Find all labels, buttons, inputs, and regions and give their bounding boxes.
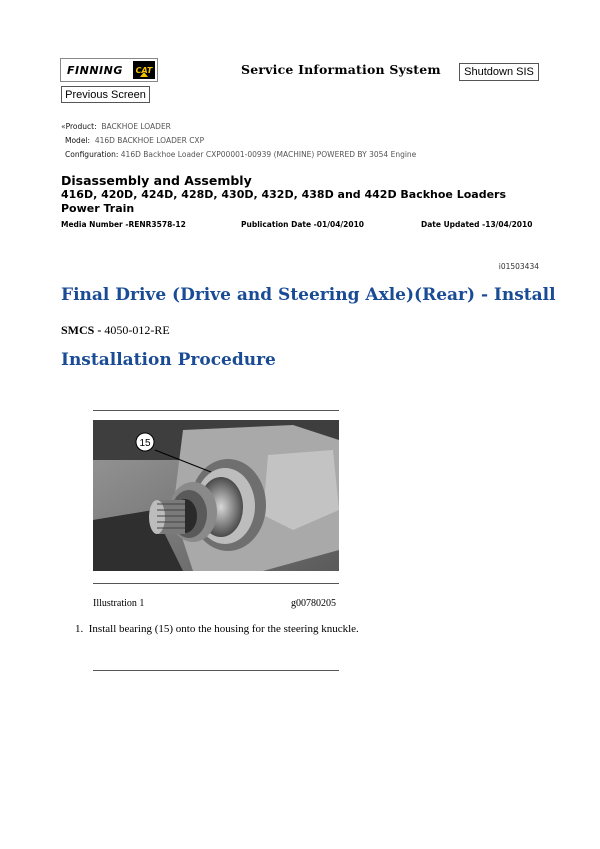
section-title: Installation Procedure [61,350,276,370]
model-value: 416D BACKHOE LOADER CXP [94,136,205,145]
step-bottom-rule [93,670,339,671]
cat-logo-triangle-icon [140,72,148,77]
smcs-code [61,323,170,338]
callout-number: 15 [139,438,151,449]
illustration-photo [93,420,339,571]
document-id: i01503434 [498,262,539,271]
graphic-id: g00780205 [291,598,336,609]
product-value: BACKHOE LOADER [101,122,171,131]
illustration-top-rule [93,410,339,411]
illustration-bottom-rule [93,583,339,584]
date-updated: Date Updated -13/04/2010 [421,220,533,229]
bearing-install-photo [93,420,339,571]
previous-screen-button[interactable]: Previous Screen [61,86,150,103]
configuration-value: 416D Backhoe Loader CXP00001-00939 (MACHINE) POWERED BY 3054 Engine [120,150,417,159]
document-models: 416D, 420D, 424D, 428D, 430D, 432D, 438D and 442D Backhoe Loaders Power Train [61,188,507,215]
finning-cat-logo [60,58,158,82]
model-label: Model: [65,136,91,145]
cat-logo-text: CAT [135,65,153,75]
product-label: Product: [65,122,97,131]
step-number: 1. [75,623,84,635]
configuration-label: Configuration: [65,150,119,159]
shutdown-sis-button[interactable]: Shutdown SIS [459,63,539,81]
step-text: Install bearing (15) onto the housing for the steering knuckle. [88,623,359,635]
product-row [61,122,171,131]
smcs-value: 4050-012-RE [104,323,170,337]
page-title: Final Drive (Drive and Steering Axle)(Rear) - Install [61,285,556,305]
publication-date: Publication Date -01/04/2010 [241,220,365,229]
list-item [75,623,359,635]
document-type: Disassembly and Assembly [61,173,252,188]
smcs-label: SMCS - [61,323,102,337]
system-title: Service Information System [241,62,441,77]
model-row [65,136,204,145]
configuration-row [65,150,416,159]
back-arrow-icon[interactable]: « [61,122,66,131]
finning-logo-text: FINNING [67,63,123,77]
media-number: Media Number -RENR3578-12 [61,220,186,229]
cat-logo-badge [133,61,155,79]
illustration-caption: Illustration 1 [93,598,145,609]
